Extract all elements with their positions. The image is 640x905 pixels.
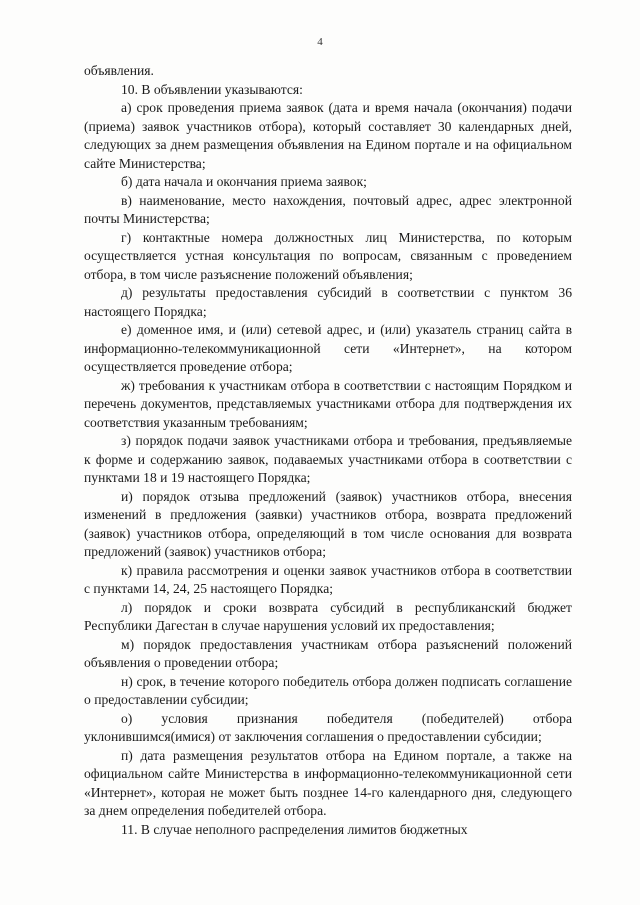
paragraph: 11. В случае неполного распределения лимитов бюджетных [121, 821, 468, 837]
paragraph: к) правила рассмотрения и оценки заявок участников отбора в соответствии с пунктами 14, 24, 25 настоящего Порядка; [84, 562, 572, 596]
paragraph: л) порядок и сроки возврата субсидий в республиканский бюджет Республики Дагестан в случае нарушения условий их предоставления; [84, 599, 572, 633]
paragraph: 10. В объявлении указываются: [121, 81, 303, 97]
paragraph: объявления. [84, 63, 154, 78]
paragraph: н) срок, в течение которого победитель отбора должен подписать соглашение о предоставлении субсидии; [84, 673, 572, 707]
paragraph: п) дата размещения результатов отбора на Едином портале, а также на официальном сайте Министерства в информационно-телекоммуникационной сети «Интернет», которая не может быть позднее 14-го календарного дня, следующего за днем определения победителей отбора. [84, 747, 572, 818]
paragraph: и) порядок отзыва предложений (заявок) участников отбора, внесения изменений в предложения (заявки) участников отбора, возврата предложений (заявок) участников отбора, определяющий в том числе основания для возврата предложений (заявок) участников отбора; [84, 488, 572, 559]
paragraph: г) контактные номера должностных лиц Министерства, по которым осуществляется устная консультация по вопросам, связанным с проведением отбора, в том числе разъяснение положений объявления; [84, 229, 572, 282]
paragraph: а) срок проведения приема заявок (дата и время начала (окончания) подачи (приема) заявок участников отбора), который составляет 30 календарных дней, следующих за днем размещения объявления на Едином портале и на официальном сайте Министерства; [84, 100, 572, 171]
paragraph: е) доменное имя, и (или) сетевой адрес, и (или) указатель страниц сайта в информационно-телекоммуникационной сети «Интернет», на котором осуществляется проведение отбора; [84, 322, 572, 374]
paragraph: о) условия признания победителя (победителей) отбора уклонившимся(имися) от заключения соглашения о предоставлении субсидии; [84, 710, 572, 744]
paragraph: з) порядок подачи заявок участниками отбора и требования, предъявляемые к форме и содержанию заявок, подаваемых участниками отбора в соответствии с пунктами 18 и 19 настоящего Порядка; [84, 433, 572, 485]
paragraph: м) порядок предоставления участникам отбора разъяснений положений объявления о проведении отбора; [84, 636, 572, 670]
paragraph: ж) требования к участникам отбора в соответствии с настоящим Порядком и перечень документов, представляемых участниками отбора для подтверждения их соответствия указанным требованиям; [84, 377, 572, 430]
paragraph: в) наименование, место нахождения, почтовый адрес, адрес электронной почты Министерства; [84, 192, 572, 226]
paragraph: д) результаты предоставления субсидий в соответствии с пунктом 36 настоящего Порядка; [84, 285, 572, 319]
page-number: 4 [317, 36, 323, 48]
paragraph: б) дата начала и окончания приема заявок; [121, 174, 367, 189]
document-body [84, 62, 572, 839]
